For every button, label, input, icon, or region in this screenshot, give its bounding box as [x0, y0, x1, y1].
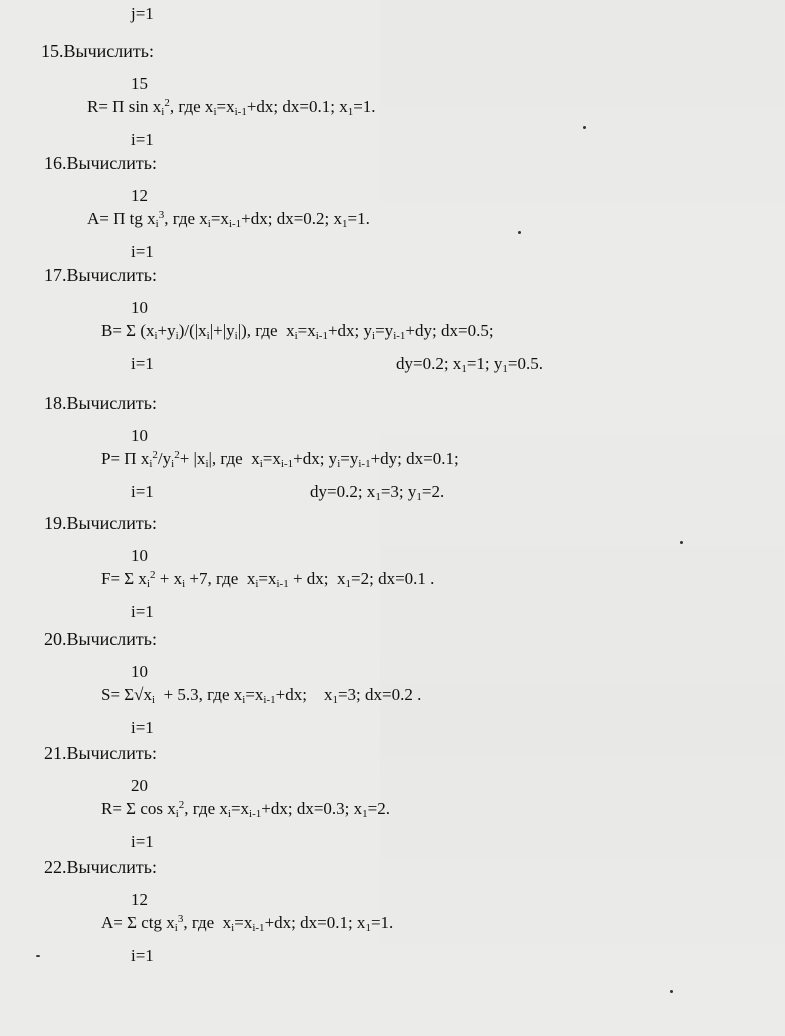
- formula: $S= \Sigma√x_i + 5.3$, где $x_i=x_{i-1}+dx$; $x_1=3$; dx=0.2 .: [101, 685, 422, 706]
- formula: A= Π tg $x_i^3$, где $x_i=x_{i-1}+dx$; dx=0.2; $x_1=1$.: [87, 209, 370, 230]
- problem-heading: [44, 629, 157, 650]
- problem-heading: [44, 857, 157, 878]
- formula: F= Σ $x_i^2 + x_i +7$, где $x_i=x_{i-1}$ + dx; $x_1=2$; dx=0.1 .: [101, 569, 435, 590]
- lower-limit: i=1: [131, 946, 154, 965]
- upper-limit: 20: [131, 776, 148, 795]
- problem-label: Вычислить:: [66, 743, 157, 763]
- problem-number: 15.: [41, 41, 64, 61]
- formula: B= Σ $(x_i+y_i)/(|x_i|+|y_i|)$, где $x_i=x_{i-1}+dx$; $y_i=y_{i-1}+dy$; dx=0.5;: [101, 321, 494, 342]
- problem-label: Вычислить:: [66, 629, 157, 649]
- scan-speck: [36, 955, 40, 957]
- problem-label: Вычислить:: [66, 153, 157, 173]
- problem-number: 17.: [44, 265, 67, 285]
- problem-label: Вычислить:: [66, 857, 157, 877]
- problem-number: 19.: [44, 513, 67, 533]
- problem-label: Вычислить:: [66, 513, 157, 533]
- problem-heading: [44, 743, 157, 764]
- upper-limit: 12: [131, 890, 148, 909]
- problem-number: 18.: [44, 393, 67, 413]
- upper-limit: 10: [131, 662, 148, 681]
- problem-label: Вычислить:: [63, 41, 154, 61]
- scan-speck: [518, 231, 521, 234]
- problem-number: 21.: [44, 743, 67, 763]
- upper-limit: 10: [131, 298, 148, 317]
- bleed-through-text: [380, 0, 785, 1036]
- lower-limit: i=1: [131, 482, 154, 501]
- problem-heading: [44, 265, 157, 286]
- formula: R= Σ $\cos x_i^2$, где $x_i=x_{i-1}+dx$; dx=0.3; $x_1=2$.: [101, 799, 390, 820]
- lower-limit: i=1: [131, 832, 154, 851]
- problem-heading: [44, 393, 157, 414]
- upper-limit: 12: [131, 186, 148, 205]
- formula-continuation: dy=0.2; $x_1=1$; $y_1=0.5$.: [396, 354, 543, 375]
- problem-heading: [44, 513, 157, 534]
- problem-heading: [41, 41, 154, 62]
- upper-limit: 10: [131, 426, 148, 445]
- upper-limit: 15: [131, 74, 148, 93]
- problem-number: 22.: [44, 857, 67, 877]
- formula: P= Π $x_i^2/y_i^2+ |x_i|$, где $x_i=x_{i-1}+dx$; $y_i=y_{i-1}+dy$; dx=0.1;: [101, 449, 459, 470]
- scan-speck: [583, 126, 586, 129]
- lower-limit: i=1: [131, 130, 154, 149]
- formula: R= Π $\sin x_i^2$, где $x_i=x_{i-1}+dx$; dx=0.1; $x_1=1$.: [87, 97, 376, 118]
- problem-heading: [44, 153, 157, 174]
- top-lower-limit: j=1: [131, 4, 154, 23]
- lower-limit: i=1: [131, 242, 154, 261]
- problem-label: Вычислить:: [66, 265, 157, 285]
- lower-limit: i=1: [131, 602, 154, 621]
- lower-limit: i=1: [131, 354, 154, 373]
- problem-number: 16.: [44, 153, 67, 173]
- formula: A= Σ ctg $x_i^3$, где $x_i=x_{i-1}+dx$; dx=0.1; $x_1=1$.: [101, 913, 394, 934]
- problem-label: Вычислить:: [66, 393, 157, 413]
- problem-number: 20.: [44, 629, 67, 649]
- scan-speck: [670, 990, 673, 993]
- upper-limit: 10: [131, 546, 148, 565]
- scan-speck: [680, 541, 683, 544]
- lower-limit: i=1: [131, 718, 154, 737]
- formula-continuation: dy=0.2; $x_1=3$; $y_1=2$.: [310, 482, 445, 503]
